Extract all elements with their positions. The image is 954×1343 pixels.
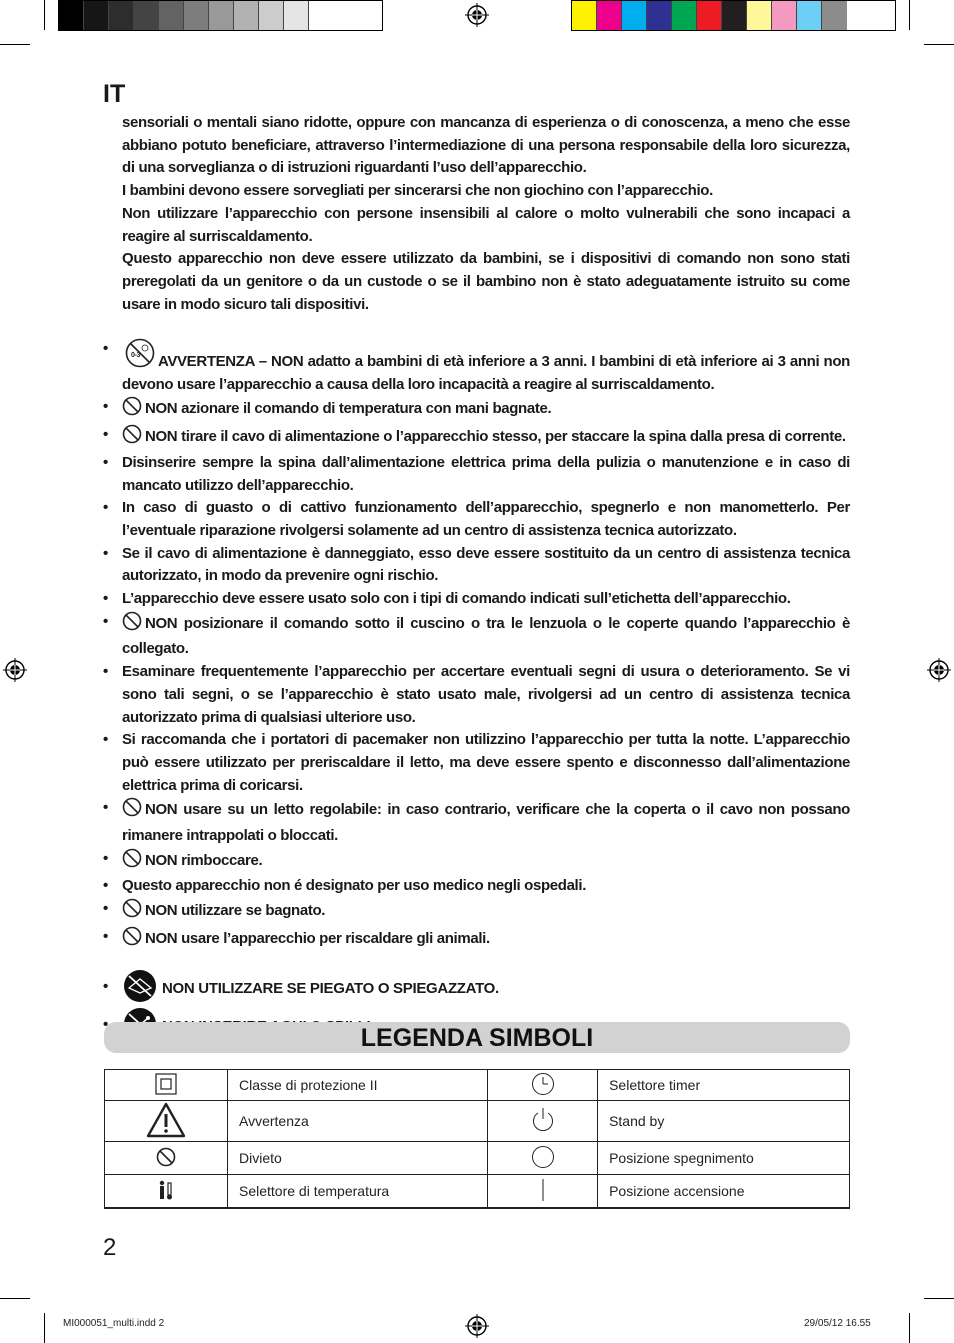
- warning-triangle-icon: [146, 1102, 186, 1141]
- prohibition-icon: [122, 898, 142, 926]
- prohibition-icon: [122, 424, 142, 452]
- bullet-item-emphasis: [103, 968, 850, 1006]
- bullet-item: [103, 452, 850, 497]
- bullet-text: Esaminare frequentemente l’apparecchio per accertare eventuali segni di usura o deterioramento. Se vi sono tali segni, o se l’apparecchio è stato usato male, rivolgersi ad un centro di assistenza tecnica autorizzato prima di qualsiasi ulteriore uso.: [122, 663, 850, 726]
- grey-color-bar: [58, 0, 383, 31]
- prohibition-icon: [122, 611, 142, 639]
- legend-label: Posizione spegnimento: [598, 1142, 850, 1175]
- prohibition-icon: [122, 926, 142, 954]
- registration-mark-icon: [465, 3, 489, 27]
- bullet-text: NON azionare il comando di temperatura con mani bagnate.: [145, 400, 552, 418]
- color-swatch: [722, 1, 747, 30]
- grey-swatch: [109, 1, 134, 30]
- legend-label: Posizione accensione: [598, 1175, 850, 1209]
- bullet-item: [103, 926, 850, 954]
- legend-title: LEGENDA SIMBOLI: [104, 1022, 850, 1053]
- class-ii-icon: [155, 1073, 177, 1098]
- legend-label: Stand by: [598, 1101, 850, 1142]
- bullet-item: [103, 611, 850, 661]
- legend-label: Selettore di temperatura: [228, 1175, 488, 1209]
- footer-date-time: 29/05/12 16.55: [804, 1318, 871, 1329]
- color-swatch: [772, 1, 797, 30]
- intro-paragraph: I bambini devono essere sorvegliati per sincerarsi che non giochino con l’apparecchio.: [122, 182, 713, 200]
- grey-swatch: [134, 1, 159, 30]
- prohibition-icon: [122, 797, 142, 825]
- bullet-item: [103, 661, 850, 729]
- legend-label: Selettore timer: [598, 1070, 850, 1101]
- registration-mark-icon: [465, 1314, 489, 1338]
- legend-label: Divieto: [228, 1142, 488, 1175]
- intro-text: [122, 112, 850, 316]
- bullet-text: L’apparecchio deve essere usato solo con i tipi di comando indicati sull’etichetta dell’apparecchio.: [122, 590, 791, 608]
- grey-swatch: [159, 1, 184, 30]
- prohibition-icon: [122, 848, 142, 876]
- grey-swatch: [59, 1, 84, 30]
- intro-paragraph: Questo apparecchio non deve essere utilizzato da bambini, se i dispositivi di comando non sono stati preregolati da un genitore o da un custode o se il bambino non è stato adeguatamente istruito su come usare in modo sicuro tali dispositivi.: [122, 250, 850, 313]
- off-circle-icon: [531, 1145, 555, 1172]
- legend-table: [104, 1069, 850, 1209]
- on-line-icon: [540, 1178, 546, 1205]
- legend-label: Classe di protezione II: [228, 1070, 488, 1101]
- page-number: 2: [103, 1234, 117, 1261]
- prohibition-icon: [122, 396, 142, 424]
- grey-swatch: [234, 1, 259, 30]
- crop-mark: [0, 1298, 30, 1299]
- grey-swatch: [209, 1, 234, 30]
- legend-row: [105, 1101, 850, 1142]
- bullet-text: Se il cavo di alimentazione è danneggiato, esso deve essere sostituito da un centro di assistenza tecnica autorizzato, in modo da prevenire ogni rischio.: [122, 544, 850, 585]
- legend-symbol-cell: [105, 1070, 228, 1101]
- footer-file-name: MI000051_multi.indd 2: [63, 1318, 165, 1329]
- bullet-item: [103, 396, 850, 424]
- crop-mark: [909, 1313, 910, 1343]
- legend-symbol-cell: [105, 1101, 228, 1142]
- bullet-text: In caso di guasto o di cattivo funzionamento dell’apparecchio, spegnerlo e non manometterlo. Per l’eventuale riparazione rivolgersi solamente ad un centro di assistenza tecnica autorizzato.: [122, 499, 850, 539]
- legend-symbol-cell: [488, 1175, 598, 1209]
- standby-icon: [531, 1107, 555, 1136]
- color-swatch: [672, 1, 697, 30]
- bullet-item: [103, 898, 850, 926]
- color-swatch: [797, 1, 822, 30]
- timer-icon: [531, 1072, 555, 1099]
- bullet-text: NON usare l’apparecchio per riscaldare gli animali.: [145, 929, 490, 947]
- color-swatch: [822, 1, 847, 30]
- crop-mark: [909, 0, 910, 30]
- bullet-text: NON posizionare il comando sotto il cuscino o tra le lenzuola o le coperte quando l’apparecchio è collegato.: [122, 614, 850, 658]
- bullet-text: NON UTILIZZARE SE PIEGATO O SPIEGAZZATO.: [162, 979, 499, 997]
- legend-symbol-cell: [105, 1175, 228, 1209]
- safety-bullets: [103, 338, 850, 1044]
- legend-label: Avvertenza: [228, 1101, 488, 1142]
- bullet-text: NON utilizzare se bagnato.: [145, 902, 326, 920]
- crop-mark: [0, 44, 30, 45]
- color-swatch: [597, 1, 622, 30]
- age-warning-icon: [122, 338, 158, 368]
- registration-mark-icon: [3, 658, 27, 682]
- legend-row: [105, 1175, 850, 1209]
- grey-swatch: [184, 1, 209, 30]
- legend-symbol-cell: [488, 1070, 598, 1101]
- registration-mark-icon: [927, 658, 951, 682]
- crop-mark: [924, 1298, 954, 1299]
- bullet-text: Si raccomanda che i portatori di pacemaker non utilizzino l’apparecchio per tutta la notte. L’apparecchio può essere utilizzato per preriscaldare il letto, ma deve essere spento e disconnesso dall’alimentazione elettrica prima di coricarsi.: [122, 731, 850, 794]
- bullet-item: [103, 848, 850, 876]
- color-swatch: [747, 1, 772, 30]
- bullet-text: NON rimboccare.: [145, 851, 263, 869]
- bullet-item: [103, 588, 850, 611]
- process-color-bar: [571, 0, 896, 31]
- warning-age-bullet: [103, 338, 850, 396]
- bullet-item: [103, 797, 850, 847]
- legend-symbol-cell: [105, 1142, 228, 1175]
- legend-symbol-cell: [488, 1101, 598, 1142]
- grey-swatch: [284, 1, 309, 30]
- intro-paragraph: Non utilizzare l’apparecchio con persone insensibili al calore o molto vulnerabili che sono incapaci a reagire al surriscaldamento.: [122, 204, 850, 245]
- bullet-text: Disinserire sempre la spina dall’alimentazione elettrica prima della pulizia o manutenzione e in caso di mancato utilizzo dell’apparecchio.: [122, 453, 850, 494]
- bullet-text: Questo apparecchio non é designato per uso medico negli ospedali.: [122, 877, 587, 895]
- color-swatch: [622, 1, 647, 30]
- temperature-selector-icon: [155, 1179, 177, 1204]
- legend-row: [105, 1070, 850, 1101]
- bullet-item: [103, 424, 850, 452]
- grey-swatch: [259, 1, 284, 30]
- color-swatch: [697, 1, 722, 30]
- bullet-item: [103, 543, 850, 588]
- crop-mark: [924, 44, 954, 45]
- crop-mark: [44, 0, 45, 30]
- age-label: • 0-3: [131, 352, 141, 359]
- crop-mark: [44, 1313, 45, 1343]
- bullet-item: [103, 729, 850, 797]
- language-code: IT: [103, 80, 126, 108]
- bullet-item: [103, 875, 850, 898]
- prohibition-icon: [156, 1147, 176, 1170]
- grey-swatch: [84, 1, 109, 30]
- bullet-item: [103, 497, 850, 542]
- color-swatch: [647, 1, 672, 30]
- legend-symbol-cell: [488, 1142, 598, 1175]
- legend-row: [105, 1142, 850, 1175]
- warning-age-text: AVVERTENZA – NON adatto a bambini di età inferiore a 3 anni. I bambini di età inferiore ai 3 anni non devono usare l’apparecchio a causa della loro incapacità a reagire al surriscaldamento.: [122, 353, 850, 393]
- color-swatch: [572, 1, 597, 30]
- bullet-text: NON usare su un letto regolabile: in caso contrario, verificare che la coperta o il cavo non possano rimanere intrappolati o bloccati.: [122, 801, 850, 845]
- bullet-text: NON tirare il cavo di alimentazione o l’apparecchio stesso, per staccare la spina dalla presa di corrente.: [145, 428, 846, 446]
- grey-swatch: [309, 1, 334, 30]
- intro-paragraph: sensoriali o mentali siano ridotte, oppure con mancanza di esperienza o di conoscenza, a meno che esse abbiano potuto beneficiare, attraverso l’intermediazione di una persona responsabile della loro sicurezza, di una sorveglianza o di istruzioni riguardanti l’uso dell’apparecchio.: [122, 114, 850, 177]
